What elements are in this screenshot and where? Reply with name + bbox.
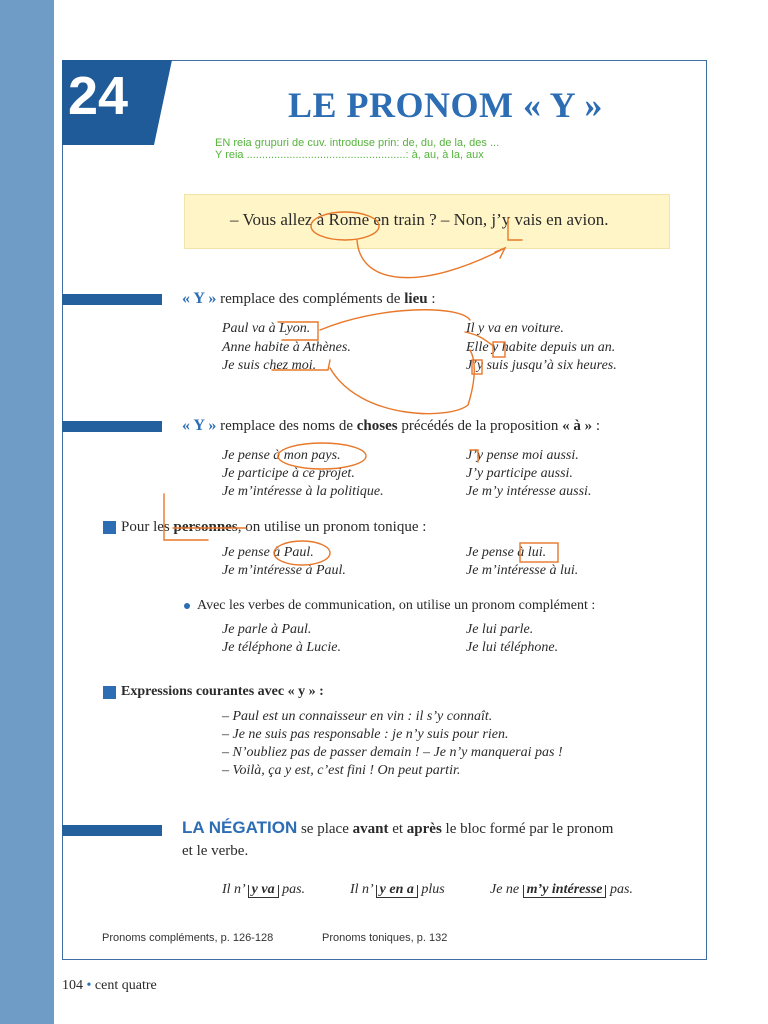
negation-example xyxy=(350,882,445,898)
example-right: Je m’y intéresse aussi. xyxy=(466,484,592,499)
example-right: Je m’intéresse à lui. xyxy=(466,563,579,578)
negation-block: m’y intéresse xyxy=(526,882,603,897)
example-right: J’y participe aussi. xyxy=(466,466,573,481)
example-left: Je pense à Paul. xyxy=(222,545,314,560)
negation-bold2: après xyxy=(406,821,442,837)
intro-example: – Vous allez à Rome en train ? – Non, j’y vais en avion. xyxy=(230,210,609,229)
handwritten-note-y: Y reia ....................................................: à, au, à la, aux xyxy=(215,149,484,161)
negation-title: LA NÉGATION xyxy=(182,818,298,837)
negation-bold1: avant xyxy=(352,821,389,837)
square-bullet xyxy=(103,686,116,699)
page-title: LE PRONOM « Y » xyxy=(288,85,603,125)
example-left: Je suis chez moi. xyxy=(222,358,317,373)
heading-communication: Avec les verbes de communication, on utilise un pronom complément : xyxy=(197,598,596,613)
bullet-icon: • xyxy=(86,978,92,993)
negation-heading xyxy=(182,818,613,838)
negation-example xyxy=(222,882,305,898)
negation-example xyxy=(490,882,633,898)
heading-choses-end: : xyxy=(592,418,601,434)
example-right: Je pense à lui. xyxy=(466,545,547,560)
heading-choses-y: « Y » xyxy=(182,417,217,434)
heading-personnes-post: , on utilise un pronom tonique : xyxy=(237,519,427,535)
example-right: J’y suis jusqu’à six heures. xyxy=(466,358,617,373)
round-bullet xyxy=(184,603,190,609)
example-left: Je m’intéresse à la politique. xyxy=(222,484,384,499)
negation-block: y va xyxy=(251,882,275,897)
heading-personnes xyxy=(121,519,426,536)
heading-choses-bold: choses xyxy=(356,418,398,434)
heading-personnes-pre: Pour les xyxy=(121,519,170,535)
example-right: Il y va en voiture. xyxy=(466,321,564,336)
example-left: Je participe à ce projet. xyxy=(222,466,355,481)
negation-pre: Il n’ xyxy=(350,882,373,897)
negation-text3: le bloc formé par le pronom xyxy=(445,821,614,837)
example-left: Je téléphone à Lucie. xyxy=(222,640,341,655)
expression-line: – N’oubliez pas de passer demain ! – Je n’y manquerai pas ! xyxy=(222,745,563,760)
negation-pre: Il n’ xyxy=(222,882,245,897)
negation-line2: et le verbe. xyxy=(182,843,249,859)
heading-lieu-bold: lieu xyxy=(404,291,428,307)
expression-line: – Voilà, ça y est, c’est fini ! On peut partir. xyxy=(222,763,461,778)
example-left: Je m’intéresse à Paul. xyxy=(222,563,346,578)
chapter-number: 24 xyxy=(68,66,129,126)
negation-block: y en a xyxy=(379,882,414,897)
section-rule-lieu xyxy=(62,294,162,305)
square-bullet xyxy=(103,521,116,534)
negation-text2: et xyxy=(392,821,404,837)
heading-personnes-bold: personnes xyxy=(173,519,238,535)
heading-expressions: Expressions courantes avec « y » : xyxy=(121,684,324,699)
example-left: Je pense à mon pays. xyxy=(222,448,341,463)
example-right: Elle y habite depuis un an. xyxy=(466,340,616,355)
expression-line: – Je ne suis pas responsable : je n’y suis pour rien. xyxy=(222,727,509,742)
heading-lieu-end: : xyxy=(427,291,436,307)
heading-choses-after: précédés de la proposition xyxy=(401,418,559,434)
heading-choses-a: « à » xyxy=(562,418,593,434)
heading-lieu-text: remplace des compléments de xyxy=(220,291,401,307)
example-right: Je lui téléphone. xyxy=(466,640,559,655)
negation-pre: Je ne xyxy=(490,882,520,897)
example-right: J’y pense moi aussi. xyxy=(466,448,579,463)
heading-choses xyxy=(182,417,600,435)
expression-line: – Paul est un connaisseur en vin : il s’y connaît. xyxy=(222,709,493,724)
example-left: Paul va à Lyon. xyxy=(222,321,311,336)
negation-text1: se place xyxy=(300,821,349,837)
handwritten-note-en: EN reia grupuri de cuv. introduse prin: de, du, de la, des ... xyxy=(215,137,500,149)
heading-choses-text: remplace des noms de xyxy=(220,418,353,434)
negation-post: plus xyxy=(421,882,445,897)
example-left: Anne habite à Athènes. xyxy=(222,340,351,355)
negation-post: pas. xyxy=(282,882,306,897)
example-left: Je parle à Paul. xyxy=(222,622,312,637)
page-number-words: cent quatre xyxy=(94,978,157,993)
section-rule-choses xyxy=(62,421,162,432)
heading-lieu xyxy=(182,290,436,308)
negation-post: pas. xyxy=(609,882,633,897)
page-spine xyxy=(0,0,54,1024)
section-rule-negation xyxy=(62,825,162,836)
page-number-digits: 104 xyxy=(62,978,83,993)
footer-ref-link[interactable]: Pronoms toniques, p. 132 xyxy=(322,932,448,944)
footer-ref-link[interactable]: Pronoms compléments, p. 126-128 xyxy=(102,932,274,944)
example-right: Je lui parle. xyxy=(466,622,534,637)
page-number xyxy=(62,978,157,994)
heading-lieu-y: « Y » xyxy=(182,290,217,307)
